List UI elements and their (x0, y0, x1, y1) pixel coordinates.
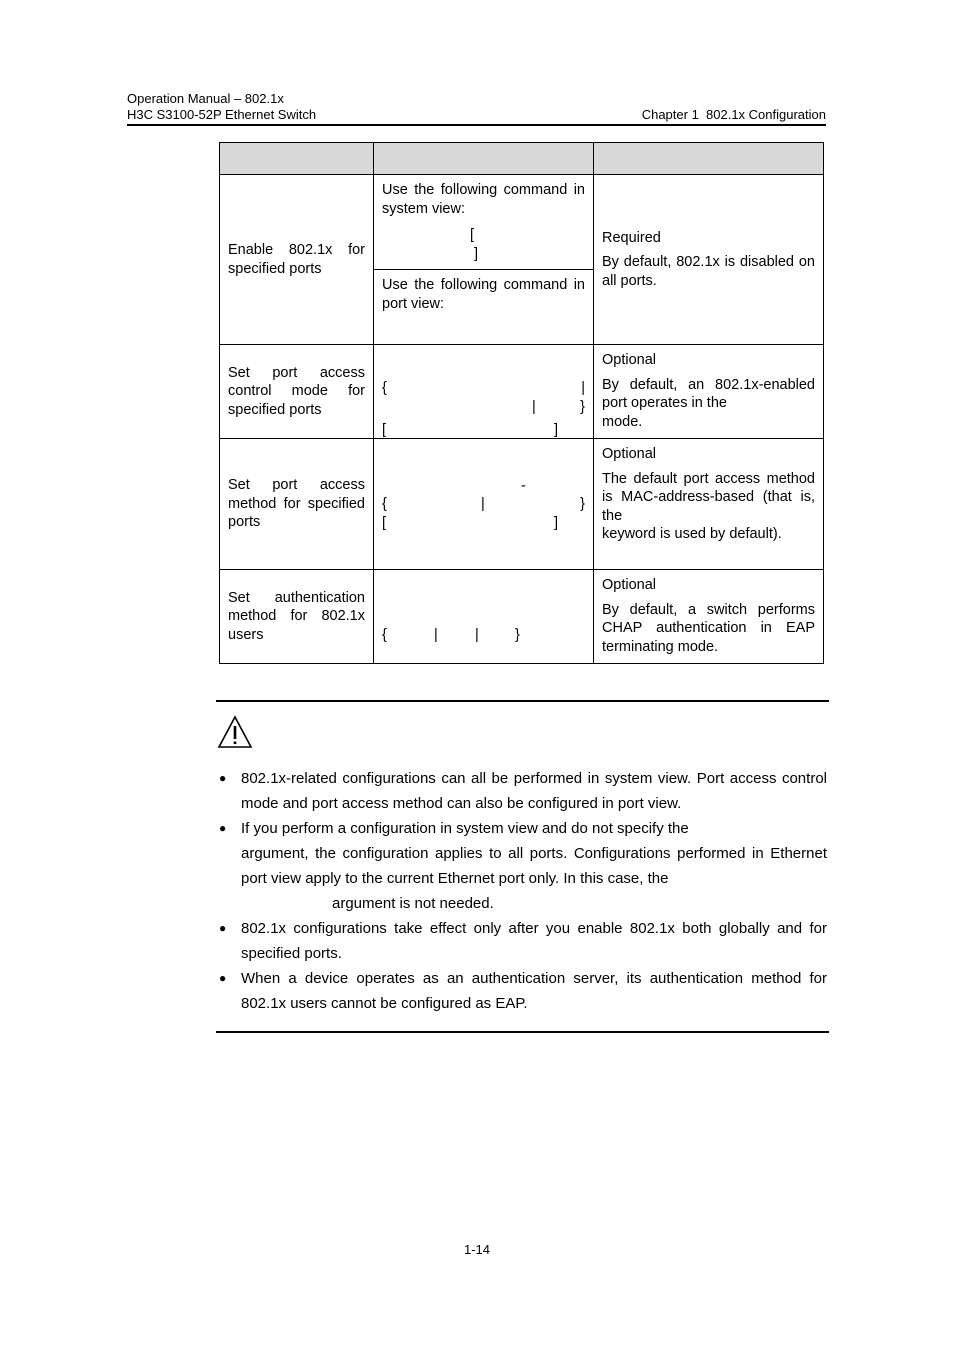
syntax-brace-open: { (382, 627, 387, 643)
description-default: By default, a switch performs CHAP authentication in EAP terminating mode. (602, 601, 815, 655)
table-row (220, 175, 824, 270)
header-rule (127, 124, 826, 126)
syntax-bracket-open: [ (382, 515, 387, 531)
list-item: ● When a device operates as an authentication server, its authentication method for 802.1x users cannot be configured as EAP. (219, 970, 827, 1012)
command-syntax-open: [ (470, 227, 475, 243)
syntax-dash: - (521, 478, 526, 494)
command-syntax-close: ] (474, 245, 479, 262)
description-cell (594, 439, 824, 570)
operation-text: Set authentication method for 802.1x users (228, 589, 365, 643)
list-item: ● 802.1x-related configurations can all be performed in system view. Port access control mode and port access method can also be configured in port view. (219, 770, 827, 812)
syntax-bracket-close: ] (553, 421, 558, 438)
syntax-brace-close: } (515, 627, 520, 643)
operation-text: Set port access control mode for specified ports (228, 364, 365, 418)
syntax-bracket-open: [ (382, 421, 387, 438)
description-default: By default, an 802.1x-enabled port operates in the (602, 376, 815, 411)
table-header-cell-description (594, 143, 824, 175)
note-text: 802.1x configurations take effect only after you enable 802.1x both globally and for specified ports. (241, 920, 827, 962)
description-keyword: keyword is used by default). (602, 526, 782, 542)
syntax-bar: | (532, 398, 536, 415)
command-intro: Use the following command in port view: (382, 277, 585, 312)
command-cell (374, 345, 594, 439)
operation-text: Set port access method for specified ports (228, 477, 365, 531)
header-chapter: Chapter 1 802.1x Configuration (641, 107, 826, 122)
syntax-brace-open: { (382, 496, 387, 512)
description-default: By default, 802.1x is disabled on all ports. (602, 254, 815, 289)
syntax-bar: | (481, 496, 485, 512)
command-intro: Use the following command in system view: (382, 182, 585, 217)
syntax-brace-open: { (382, 379, 387, 396)
syntax-bar: | (581, 379, 585, 396)
description-cell (594, 175, 824, 345)
description-cell (594, 570, 824, 664)
description-default: The default port access method is MAC-address-based (that is, the (602, 470, 815, 524)
note-text: When a device operates as an authentication server, its authentication method for 802.1x users cannot be configured as EAP. (241, 970, 827, 1012)
description-optional: Optional (602, 446, 657, 462)
command-cell (374, 270, 594, 345)
syntax-brace-close: } (580, 496, 585, 512)
header-manual-title: Operation Manual – 802.1x (127, 91, 284, 106)
table-header-cell-operation (220, 143, 374, 175)
note-text: 802.1x-related configurations can all be performed in system view. Port access control mode and port access method can also be configured in port view. (241, 770, 827, 812)
description-cell (594, 345, 824, 439)
caution-note-list (219, 766, 827, 1016)
table-row (220, 345, 824, 439)
table-header-row (220, 143, 824, 175)
syntax-bar: | (475, 627, 479, 643)
description-required: Required (602, 229, 661, 246)
operation-cell (220, 175, 374, 345)
list-item: ● 802.1x configurations take effect only after you enable 802.1x both globally and for specified ports. (219, 920, 827, 962)
command-cell (374, 570, 594, 664)
operation-cell (220, 345, 374, 439)
table-row (220, 439, 824, 570)
header-product-name: H3C S3100-52P Ethernet Switch (127, 107, 317, 122)
syntax-brace-close: } (580, 398, 585, 415)
command-cell (374, 439, 594, 570)
note-text: If you perform a configuration in system view and do not specify the (241, 820, 689, 837)
note-text: argument is not needed. (332, 895, 494, 912)
description-optional: Optional (602, 577, 657, 593)
syntax-bar: | (434, 627, 438, 643)
table-row (220, 570, 824, 664)
description-optional: Optional (602, 352, 657, 368)
note-bottom-rule (216, 1031, 829, 1033)
syntax-bracket-close: ] (553, 515, 558, 531)
warning-triangle-icon (217, 714, 253, 750)
description-mode: mode. (602, 413, 643, 430)
note-text: argument, the configuration applies to all ports. Configurations performed in Ethernet port view apply to the current Ethernet port only. In this case, the (241, 845, 827, 887)
page-number: 1-14 (463, 1242, 491, 1257)
table-header-cell-command (374, 143, 594, 175)
command-cell (374, 175, 594, 270)
operation-cell (220, 439, 374, 570)
list-item: ● If you perform a configuration in system view and do not specify the argument, the configuration applies to all ports. Configurations performed in Ethernet port view apply to the current Ethernet port only. In this case, the argument is not needed. (219, 820, 827, 912)
note-top-rule (216, 700, 829, 702)
config-table (219, 142, 824, 664)
operation-cell (220, 570, 374, 664)
operation-text: Enable 802.1x for specified ports (228, 242, 365, 277)
